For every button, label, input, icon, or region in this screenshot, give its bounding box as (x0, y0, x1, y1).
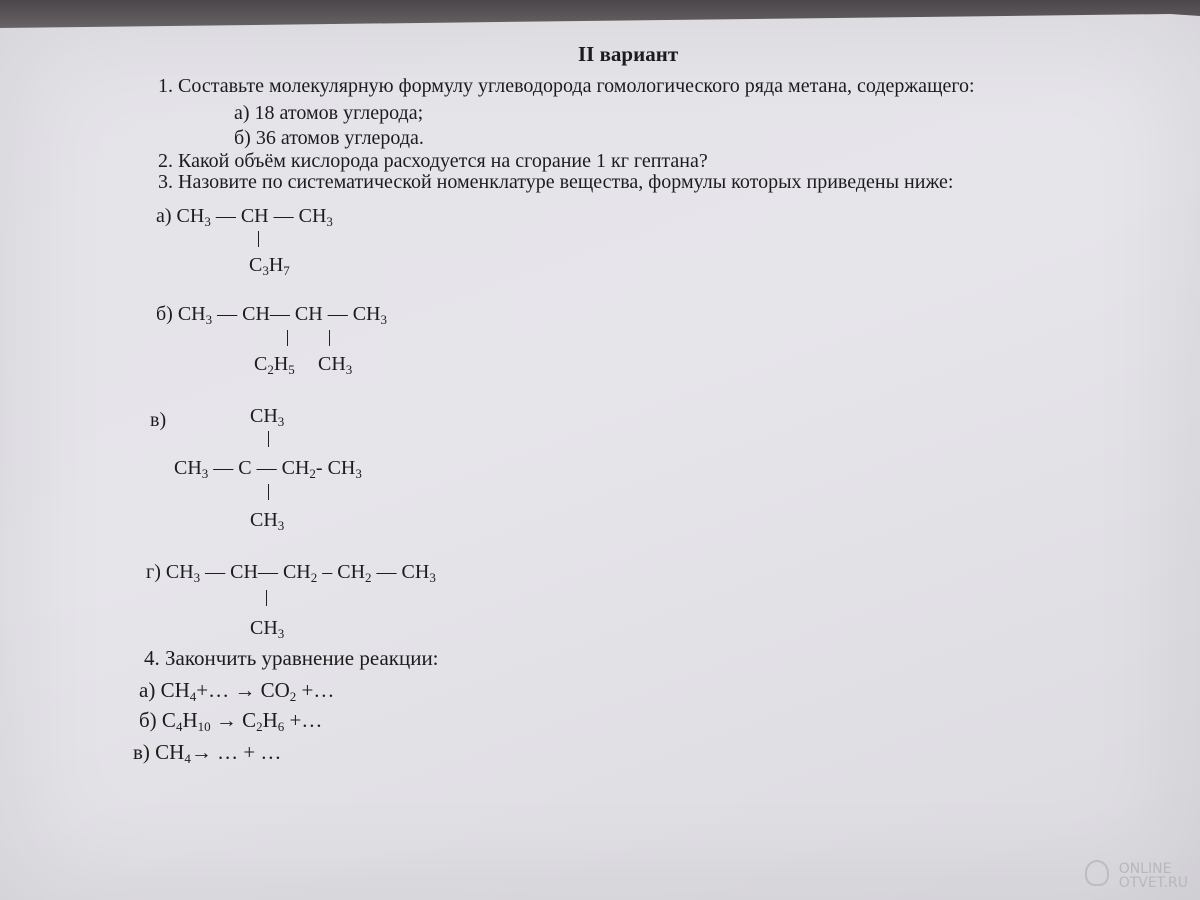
watermark (1119, 862, 1188, 890)
formula-v-label: в) (150, 409, 167, 431)
formula-g-main-chain: г) $CH_3$ — CH— $CH_2 - CH_2$ — $CH_3$ (146, 561, 436, 585)
watermark-line-2: OTVET.RU (1118, 875, 1188, 891)
formula-v-bond-bottom (268, 484, 269, 500)
formula-a-branch: $C_3H_7$ (249, 254, 290, 278)
question-4: 4. Закончить уравнение реакции: (144, 646, 439, 670)
formula-b-branch-1: $C_2H_5$ (254, 353, 295, 377)
formula-v-main-chain: $CH_3$ — C — $CH_2-$ $CH_3$ (174, 457, 362, 481)
formula-b-bond-2 (329, 330, 330, 346)
page-title: II вариант (578, 42, 679, 66)
question-2: 2. Какой объём кислорода расходуется на сгорание 1 кг гептана? (158, 150, 708, 172)
formula-v-bond-top (268, 431, 269, 447)
formula-b-main-chain: б) $CH_3$ — CH— CH — $CH_3$ (156, 303, 387, 327)
formula-b-bond-1 (287, 330, 288, 346)
reaction-v: в) $CH_4\to$ … + … (133, 740, 282, 766)
formula-a-bond (258, 231, 259, 247)
formula-g-bond (266, 590, 267, 606)
formula-g-branch: $CH_3$ (250, 617, 285, 641)
formula-v-top: $CH_3$ (250, 405, 285, 429)
reaction-b: б) $C_4H_{10} \to C_2H_6$ +… (139, 708, 323, 734)
question-1-option-b: б) 36 атомов углерода. (234, 127, 424, 149)
lightbulb-icon (1085, 860, 1109, 886)
question-3: 3. Назовите по систематической номенклатуре вещества, формулы которых приведены ниже: (158, 171, 954, 193)
question-1: 1. Составьте молекулярную формулу углеводорода гомологического ряда метана, содержащего: (158, 75, 975, 97)
watermark-line-1: ONLINE (1118, 861, 1172, 877)
question-1-option-a: а) 18 атомов углерода; (234, 102, 424, 124)
formula-a-main-chain: а) $CH_3$ — CH — $CH_3$ (156, 205, 333, 229)
formula-v-bottom: $CH_3$ (250, 509, 285, 533)
reaction-a: а) $CH_4+\dots \to CO_2$ +… (139, 678, 335, 704)
formula-b-branch-2: $CH_3$ (318, 353, 353, 377)
